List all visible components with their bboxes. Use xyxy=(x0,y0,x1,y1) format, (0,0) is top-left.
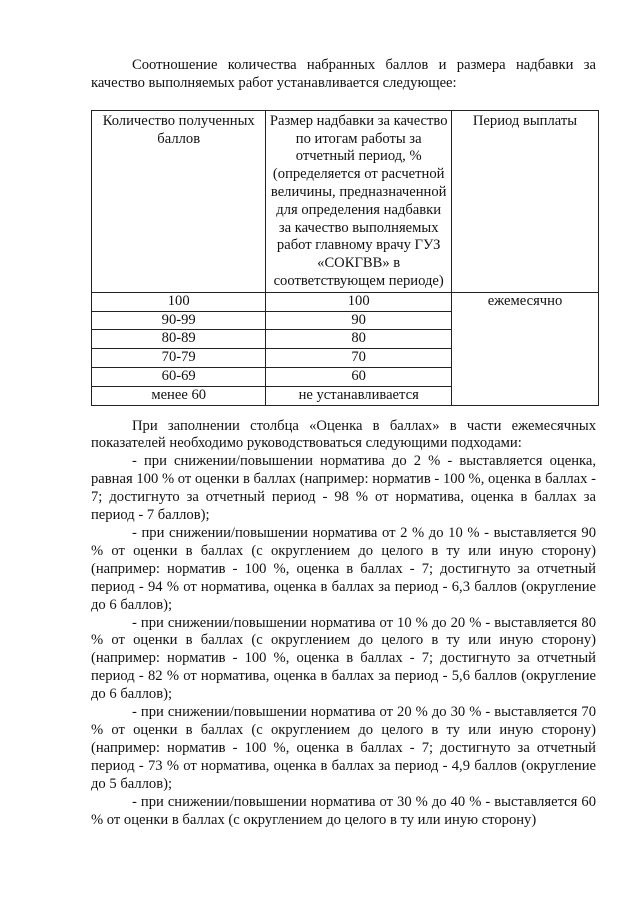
cell-points: 70-79 xyxy=(92,349,266,368)
document-page xyxy=(91,57,596,829)
points-table xyxy=(91,110,599,406)
body-paragraph: - при снижении/повышении норматива от 10 % до 20 % - выставляется 80 % от оценки в баллах (с округлением до целого в ту или иную сторону) (например: норматив - 100 %, оценка в баллах - 7; достигнуто за отчетный период - 82 % от норматива, оценка в баллах за период - 5,6 баллов (округление до 6 баллов); xyxy=(91,614,596,703)
cell-size: 60 xyxy=(266,367,452,386)
body-paragraph: - при снижении/повышении норматива от 30 % до 40 % - выставляется 60 % от оценки в баллах (с округлением до целого в ту или иную сторону) xyxy=(91,793,596,828)
cell-points: 100 xyxy=(92,292,266,311)
cell-points: 60-69 xyxy=(92,367,266,386)
body-paragraph: - при снижении/повышении норматива от 2 % до 10 % - выставляется 90 % от оценки в баллах (с округлением до целого в ту или иную сторону) (например: норматив - 100 %, оценка в баллах - 7; достигнуто за отчетный период - 94 % от норматива, оценка в баллах за период - 6,3 баллов (округление до 6 баллов); xyxy=(91,525,596,613)
cell-points: 80-89 xyxy=(92,330,266,349)
cell-points: 90-99 xyxy=(92,311,266,330)
cell-points: менее 60 xyxy=(92,386,266,405)
cell-size: не устанавливается xyxy=(266,386,452,405)
cell-size: 70 xyxy=(266,349,452,368)
intro-paragraph: Соотношение количества набранных баллов и размера надбавки за качество выполняемых работ устанавливается следующее: xyxy=(91,57,596,91)
header-period: Период выплаты xyxy=(451,110,598,292)
header-points: Количество полученных баллов xyxy=(92,110,266,292)
table-row xyxy=(92,292,599,311)
body-paragraph: - при снижении/повышении норматива от 20 % до 30 % - выставляется 70 % от оценки в баллах (с округлением до целого в ту или иную сторону) (например: норматив - 100 %, оценка в баллах - 7; достигнуто за отчетный период - 73 % от норматива, оценка в баллах за период - 4,9 баллов (округление до 5 баллов); xyxy=(91,704,596,792)
header-size: Размер надбавки за качество по итогам работы за отчетный период, % (определяется от расчетной величины, предназначенной для определения надбавки за качество выполняемых работ главному врачу ГУЗ «СОКГВВ» в соответствующем периоде) xyxy=(266,110,452,292)
body-paragraph: - при снижении/повышении норматива до 2 % - выставляется оценка, равная 100 % от оценки в баллах (например: норматив - 100 %, оценка в баллах - 7; достигнуто за отчетный период - 98 % от норматива, оценка в баллах за период - 7 баллов); xyxy=(91,453,596,524)
cell-size: 90 xyxy=(266,311,452,330)
body-paragraph: При заполнении столбца «Оценка в баллах» в части ежемесячных показателей необходимо руководствоваться следующими подходами: xyxy=(91,417,596,452)
table-header-row xyxy=(92,110,599,292)
cell-size: 100 xyxy=(266,292,452,311)
cell-period: ежемесячно xyxy=(451,292,598,405)
cell-size: 80 xyxy=(266,330,452,349)
